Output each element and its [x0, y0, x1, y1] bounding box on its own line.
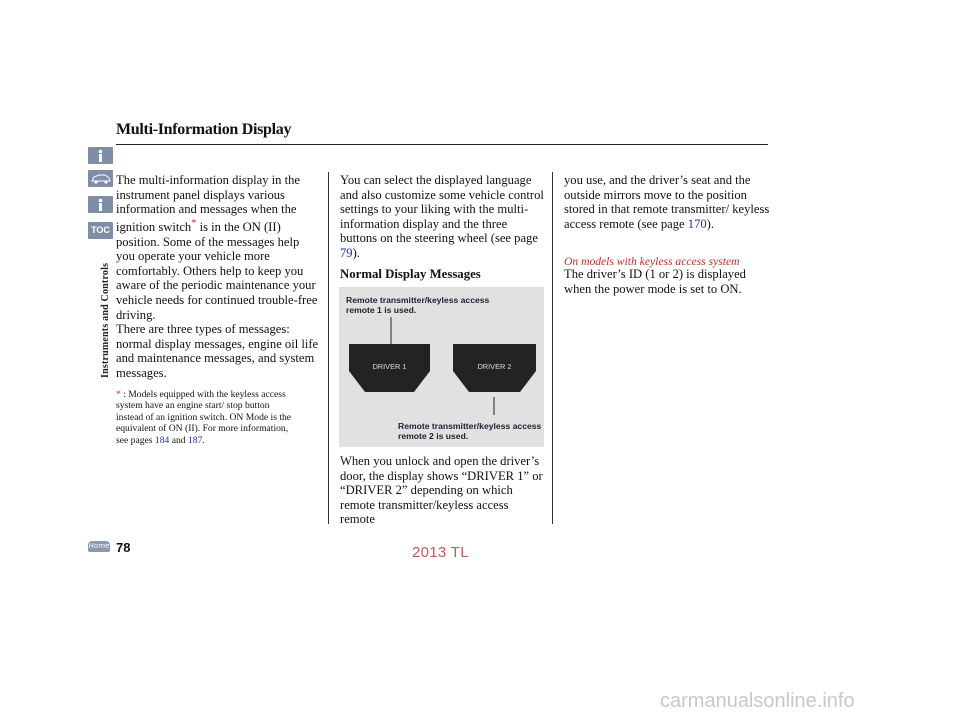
- caption-remote-1: Remote transmitter/keyless access remote 1 is used.: [346, 295, 490, 315]
- display-label: DRIVER 2: [477, 362, 512, 371]
- info-icon: [88, 196, 113, 213]
- model-note: On models with keyless access system: [564, 255, 740, 268]
- toc-button[interactable]: TOC: [88, 222, 113, 239]
- page-link-184[interactable]: 184: [154, 434, 170, 446]
- section-heading: Normal Display Messages: [340, 267, 481, 281]
- message-types-paragraph: There are three types of messages: normal display messages, engine oil life and maintenance messages, and system messages.: [116, 322, 319, 380]
- page-link-187[interactable]: 187: [187, 434, 203, 446]
- home-button[interactable]: Home: [88, 542, 110, 550]
- info-icon: [88, 147, 113, 164]
- page-link-170[interactable]: 170: [687, 216, 707, 231]
- footnote: * : Models equipped with the keyless access system have an engine start/ stop button instead of an ignition switch. ON Mode is the equivalent of ON (II). For more information, see pages 184 and 187.: [116, 389, 292, 446]
- memory-paragraph: you use, and the driver’s seat and the outside mirrors move to the position stored in that remote transmitter/ keyless access remote (see page 170).: [564, 173, 770, 231]
- car-icon: [88, 170, 113, 187]
- info-tab-2[interactable]: [88, 196, 113, 213]
- column-divider: [328, 172, 329, 524]
- display-driver-2: [453, 344, 536, 392]
- page-number: 78: [116, 540, 131, 555]
- section-label: Instruments and Controls: [100, 262, 111, 378]
- intro-paragraph: The multi-information display in the instrument panel displays various information and messages when the ignition switch* is in the ON (II) position. Some of the messages help you operate your vehicle more comfortably. Others help to keep you aware of the periodic maintenance your vehicle needs for continued trouble-free driving.: [116, 173, 318, 322]
- info-tab[interactable]: [88, 147, 113, 164]
- vehicle-tab[interactable]: [88, 170, 113, 187]
- footnote-marker: *: [191, 217, 197, 229]
- caption-remote-2: Remote transmitter/keyless access remote 2 is used.: [398, 421, 542, 441]
- column-divider: [552, 172, 553, 524]
- page-title: Multi-Information Display: [116, 121, 292, 138]
- customize-paragraph: You can select the displayed language and also customize some vehicle control settings to your liking with the multi-information display and the three buttons on the steering wheel (see page 79).: [340, 173, 544, 260]
- display-driver-1: [349, 344, 430, 392]
- driver-id-paragraph: The driver’s ID (1 or 2) is displayed when the power mode is set to ON.: [564, 267, 746, 296]
- unlock-paragraph: When you unlock and open the driver’s door, the display shows “DRIVER 1” or “DRIVER 2” depending on which remote transmitter/keyless access remote: [340, 454, 543, 527]
- model-watermark: 2013 TL: [412, 544, 469, 561]
- footnote-star: *: [116, 389, 121, 400]
- page-link-79[interactable]: 79: [340, 245, 353, 260]
- title-divider: [116, 144, 768, 145]
- site-watermark: carmanualsonline.info: [660, 690, 855, 712]
- driver-id-figure: [339, 287, 544, 447]
- display-label: DRIVER 1: [372, 362, 407, 371]
